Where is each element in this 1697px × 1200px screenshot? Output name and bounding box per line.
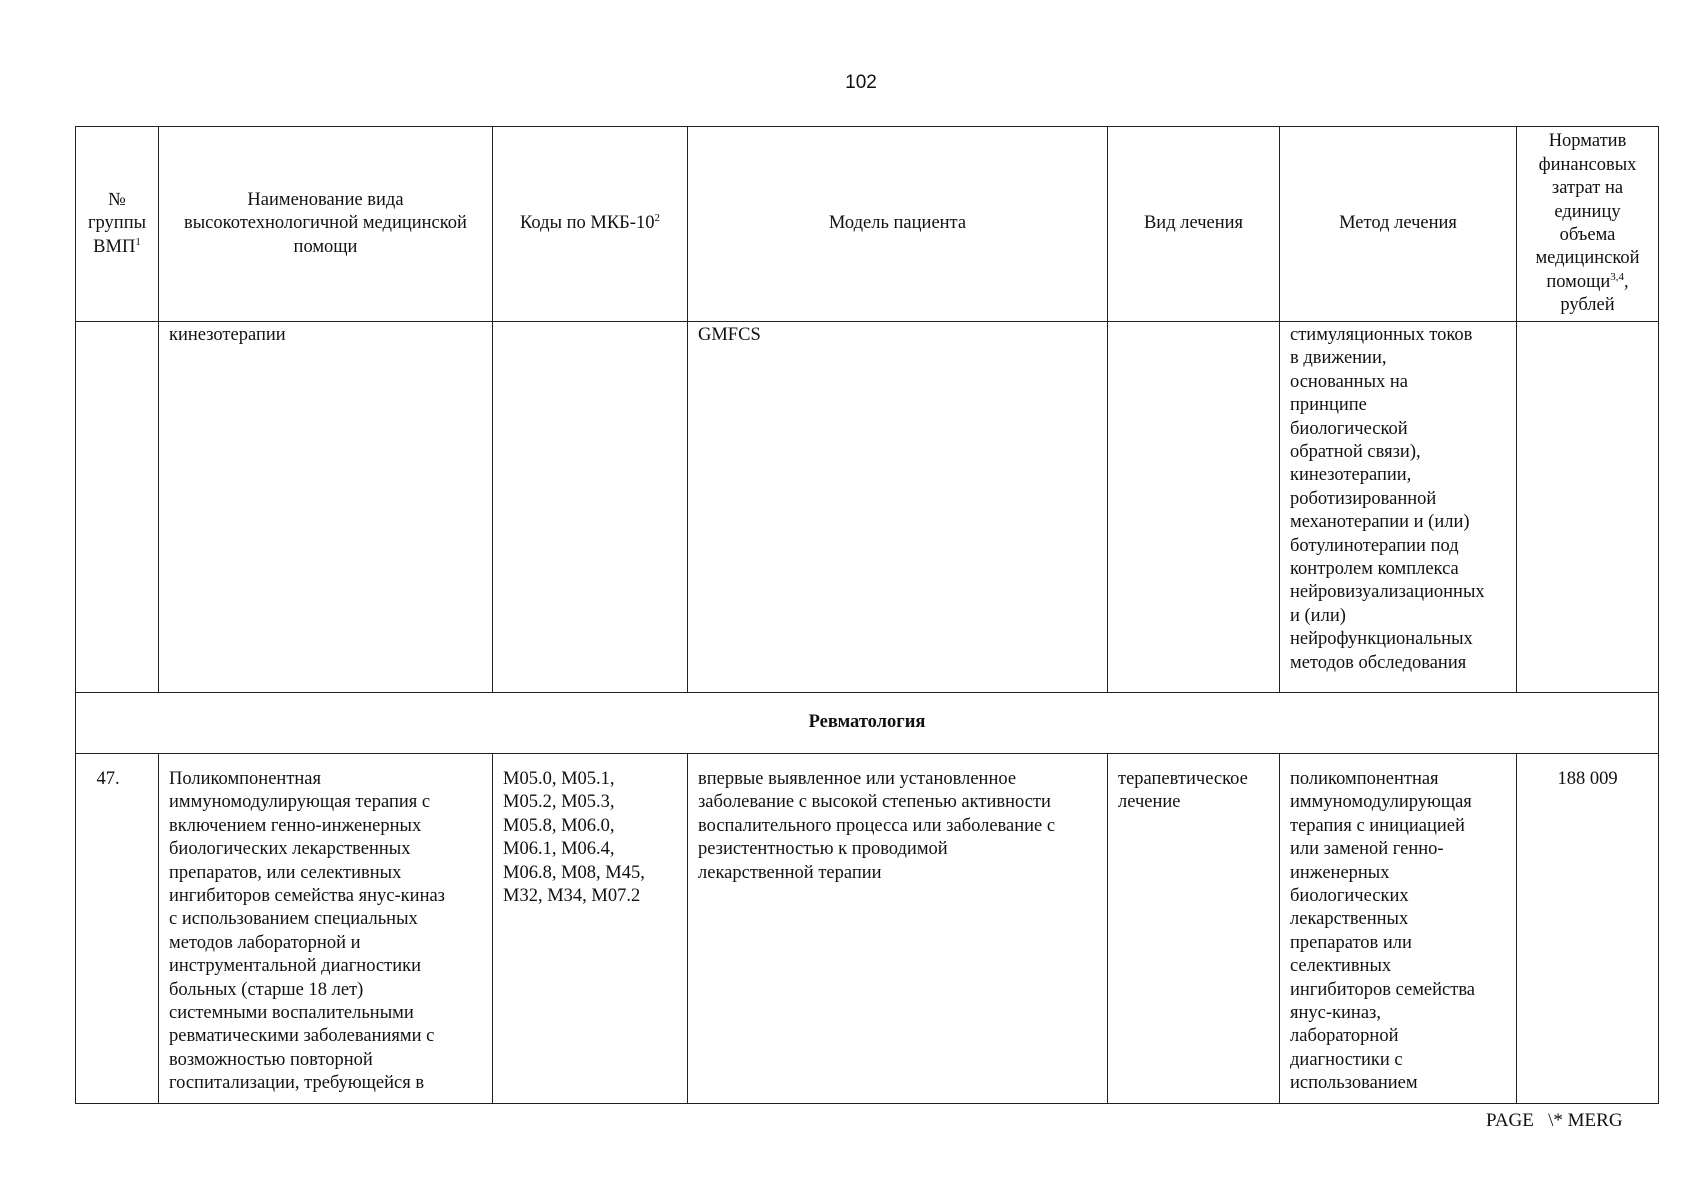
header-patient-model: Модель пациента (688, 127, 1108, 322)
cell-treatment-type (1108, 322, 1280, 693)
treatment-method-text: стимуляционных токов в движении, основанных на принципе биологической обратной связи), кинезотерапии, роботизированной механотерапии и (или) ботулинотерапии под контролем комплекса нейровизуализационных и (или) нейрофункциональных методов обследования (1290, 325, 1485, 673)
header-icd-codes-footnote: 2 (654, 212, 660, 225)
treatment-type-text: терапевтическое лечение (1118, 769, 1248, 813)
patient-model-text: впервые выявленное или установленное заболевание с высокой степенью активности воспалительного процесса или заболевание с резистентностью к проводимой лекарственной терапии (698, 769, 1056, 883)
header-group-number (76, 127, 159, 322)
header-icd-codes-text: Коды по МКБ-10 (520, 213, 655, 234)
cell-vmp-name: кинезотерапии (159, 322, 493, 693)
cell-vmp-name (159, 754, 493, 1104)
cell-group-number: 47. (76, 754, 159, 1104)
header-cost-norm-text: Норматив финансовых затрат на единицу объема медицинской помощи$^{3,4}$, рублей (1535, 131, 1640, 316)
cell-treatment-type (1108, 754, 1280, 1104)
cell-treatment-method (1280, 754, 1517, 1104)
table-header-row (76, 127, 1659, 322)
cell-icd-codes (493, 322, 688, 693)
vmp-name-text: Поликомпонентная иммуномодулирующая терапия с включением генно-инженерных биологических лекарственных препаратов, или селективных ингибиторов семейства янус-киназ с использованием специальных методов лабораторной и инструментальной диагностики больных (старше 18 лет) системными воспалительными ревматическими заболеваниями с возможностью повторной госпитализации, требующейся в (169, 769, 445, 1094)
header-group-number-text: № группы ВМП$^1$ (87, 189, 147, 257)
icd-codes-text: M05.0, M05.1, M05.2, M05.3, M05.8, M06.0, M06.1, M06.4, M06.8, M08, M45, M32, M34, M07.2 (503, 769, 645, 907)
header-treatment-method: Метод лечения (1280, 127, 1517, 322)
cell-group-number (76, 322, 159, 693)
treatment-method-text: поликомпонентная иммуномодулирующая терапия с инициацией или заменой генно- инженерных биологических лекарственных препаратов или селективных ингибиторов семейства янус-киназ, лабораторной диагностики с использованием (1290, 769, 1476, 1094)
cell-treatment-method (1280, 322, 1517, 693)
vmp-table (75, 126, 1659, 1104)
header-cost-norm (1517, 127, 1659, 322)
cell-cost-norm (1517, 322, 1659, 693)
header-vmp-name-text: Наименование вида высокотехнологичной медицинской помощи (184, 189, 467, 257)
header-vmp-name (159, 127, 493, 322)
section-row (76, 693, 1659, 754)
cell-patient-model (688, 754, 1108, 1104)
cell-cost-norm: 188 009 (1517, 754, 1659, 1104)
header-treatment-type: Вид лечения (1108, 127, 1280, 322)
page-number: 102 (845, 72, 877, 93)
table-row (76, 754, 1659, 1104)
cell-icd-codes (493, 754, 688, 1104)
section-title: Ревматология (76, 693, 1659, 754)
table-row (76, 322, 1659, 693)
footer-page-field: PAGE \* MERG (1486, 1110, 1623, 1131)
cell-patient-model: GMFCS (688, 322, 1108, 693)
header-icd-codes (493, 127, 688, 322)
